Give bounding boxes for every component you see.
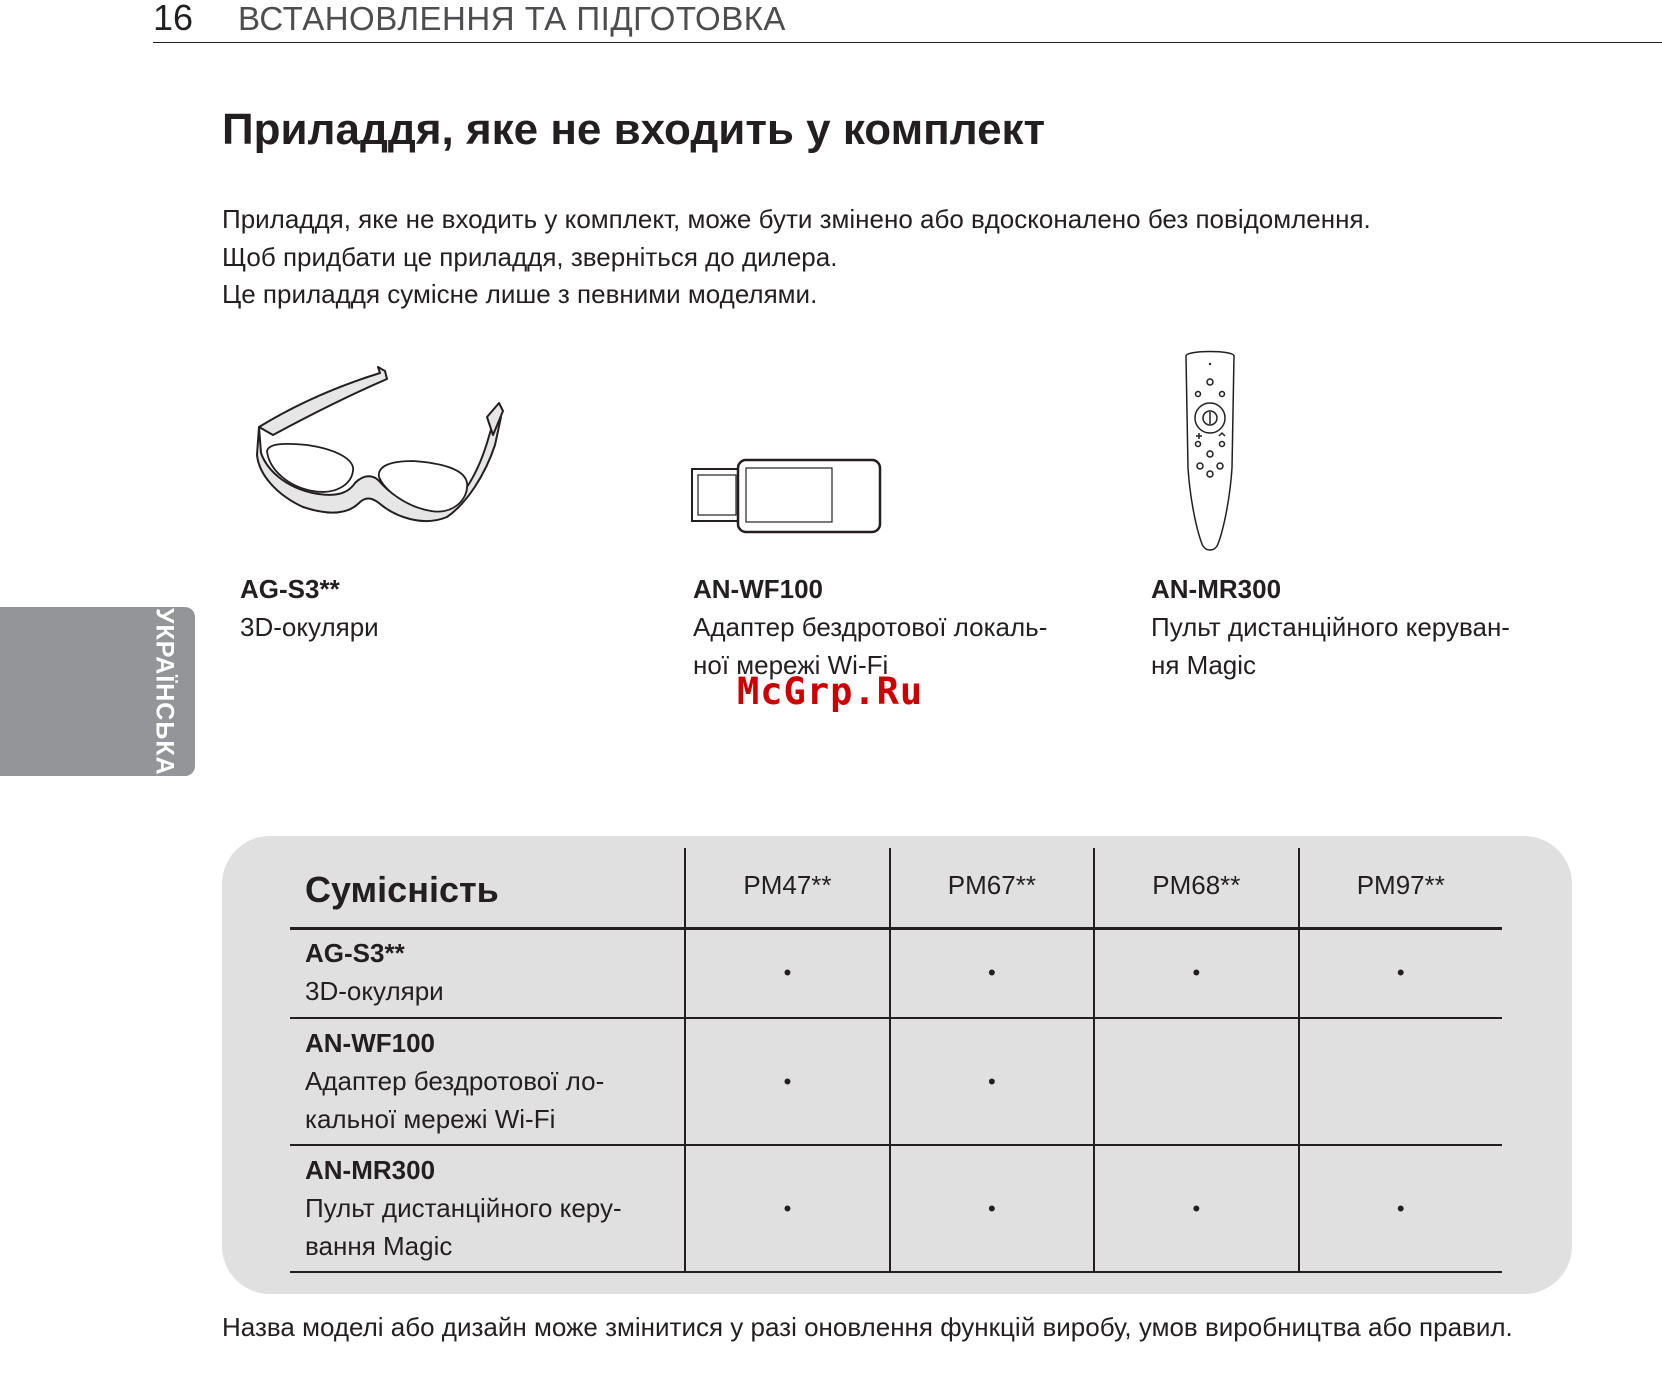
product-desc: Адаптер бездротової локаль-: [693, 612, 1048, 642]
intro-text: [222, 201, 1371, 314]
product-model: AN-MR300: [1151, 574, 1282, 604]
column-header: PM47**: [685, 848, 889, 928]
page-header: [153, 0, 1662, 43]
product-desc: ня Magic: [1151, 650, 1257, 680]
compat-mark: •: [1094, 1145, 1298, 1272]
compat-mark: •: [1299, 928, 1502, 1018]
footnote: Назва моделі або дизайн може змінитися у разі оновлення функцій виробу, умов виробництва або правил.: [222, 1312, 1513, 1342]
column-header: PM97**: [1299, 848, 1502, 928]
compat-mark: •: [1094, 928, 1298, 1018]
compat-mark: •: [685, 928, 889, 1018]
row-label: [290, 928, 685, 1018]
row-model: AG-S3**: [305, 938, 405, 969]
language-tab-label: УКРАЇНСЬКА: [150, 608, 179, 776]
row-desc: Пульт дистанційного керу-: [305, 1192, 622, 1223]
compat-mark: •: [890, 928, 1094, 1018]
product-desc: 3D-окуляри: [240, 612, 379, 642]
product-model: AN-WF100: [693, 574, 824, 604]
row-desc: кальної мережі Wi-Fi: [305, 1103, 556, 1134]
compatibility-table: [290, 848, 1502, 1273]
row-model: AN-MR300: [305, 1154, 436, 1185]
intro-line: Це приладдя сумісне лише з певними моделями.: [222, 279, 818, 309]
compat-mark: [1299, 1018, 1502, 1145]
row-desc: вання Magic: [305, 1230, 453, 1261]
page-number: 16: [153, 0, 194, 38]
section-title: Приладдя, яке не входить у комплект: [222, 105, 1046, 154]
watermark: McGrp.Ru: [737, 670, 924, 713]
compat-mark: •: [685, 1145, 889, 1272]
compatibility-heading: Сумісність: [290, 848, 685, 928]
product-caption: [1151, 570, 1510, 684]
row-label: [290, 1145, 685, 1272]
compat-mark: •: [1299, 1145, 1502, 1272]
compat-mark: [1094, 1018, 1298, 1145]
intro-line: Щоб придбати це приладдя, зверніться до дилера.: [222, 241, 838, 272]
intro-line: Приладдя, яке не входить у комплект, може бути змінено або вдосконалено без повідомлення.: [222, 204, 1371, 234]
column-header: PM67**: [890, 848, 1094, 928]
compat-mark: •: [890, 1018, 1094, 1145]
table-row: [290, 928, 1502, 1018]
table-row: [290, 1145, 1502, 1272]
product-caption: [693, 570, 1047, 684]
table-header-row: [290, 848, 1502, 928]
row-model: AN-WF100: [305, 1027, 436, 1058]
row-desc: 3D-окуляри: [305, 976, 444, 1007]
column-header: PM68**: [1094, 848, 1298, 928]
row-label: [290, 1018, 685, 1145]
header-section-title: ВСТАНОВЛЕННЯ ТА ПІДГОТОВКА: [238, 0, 786, 37]
wifi-dongle-icon: [690, 456, 885, 536]
compat-mark: •: [890, 1145, 1094, 1272]
product-desc: Пульт дистанційного керуван-: [1151, 612, 1510, 642]
magic-remote-icon: [1180, 348, 1240, 558]
table-row: [290, 1018, 1502, 1145]
row-desc: Адаптер бездротової ло-: [305, 1065, 605, 1096]
3d-glasses-icon: [255, 365, 505, 530]
product-caption: [240, 570, 379, 646]
product-model: AG-S3**: [240, 574, 340, 604]
product-desc: ної мережі Wi-Fi: [693, 650, 889, 680]
compat-mark: •: [685, 1018, 889, 1145]
language-side-tab: [0, 607, 195, 776]
